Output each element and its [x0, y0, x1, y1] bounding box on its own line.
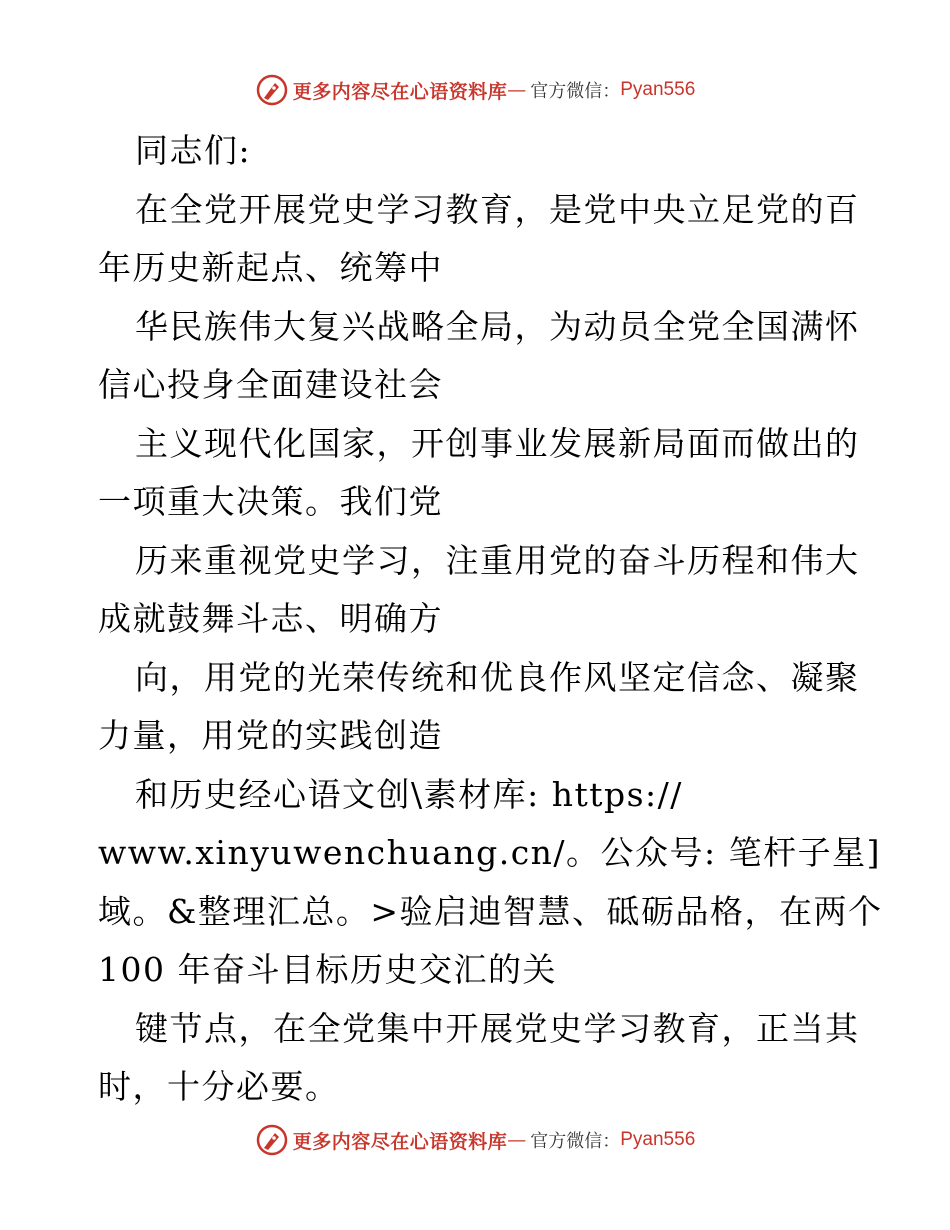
body-line: 主义现代化国家，开创事业发展新局面而做出的 — [135, 423, 860, 463]
header-banner — [0, 70, 950, 110]
body-line: 力量，用党的实践创造 — [98, 716, 443, 755]
body-line: 在全党开展党史学习教育，是党中央立足党的百 — [135, 189, 860, 229]
footer-banner — [0, 1120, 950, 1160]
pen-nib-icon — [255, 73, 289, 107]
document-body — [98, 122, 883, 1117]
pen-nib-icon — [255, 1123, 289, 1157]
body-line: 和历史经心语文创\素材库: https:// — [135, 774, 683, 814]
body-line: 成就鼓舞斗志、明确方 — [98, 599, 443, 638]
header-separator: — — [507, 79, 527, 101]
body-line: 时，十分必要。 — [98, 1067, 340, 1106]
body-line: 向，用党的光荣传统和优良作风坚定信念、凝聚 — [135, 657, 860, 697]
body-line: 一项重大决策。我们党 — [98, 482, 443, 521]
body-line: www.xinyuwenchuang.cn/。公众号: 笔杆子星] — [98, 833, 882, 872]
body-line: 100 年奋斗目标历史交汇的关 — [98, 950, 557, 989]
body-line: 信心投身全面建设社会 — [98, 365, 443, 404]
body-line: 年历史新起点、统筹中 — [98, 248, 443, 287]
body-line: 同志们: — [135, 131, 252, 170]
body-line: 键节点，在全党集中开展党史学习教育，正当其 — [135, 1008, 860, 1048]
footer-wechat-label: 官方微信： — [530, 1131, 621, 1152]
body-line: 域。&整理汇总。>验启迪智慧、砥砺品格，在两个 — [98, 891, 883, 931]
header-brand: 更多内容尽在心语资料库 — [292, 80, 508, 103]
body-line: 历来重视党史学习，注重用党的奋斗历程和伟大 — [135, 540, 860, 580]
footer-brand: 更多内容尽在心语资料库 — [292, 1130, 508, 1153]
header-wechat-id: Pyan556 — [620, 79, 696, 100]
footer-separator: — — [507, 1129, 527, 1151]
footer-wechat-id: Pyan556 — [620, 1129, 696, 1150]
body-line: 华民族伟大复兴战略全局，为动员全党全国满怀 — [135, 306, 860, 346]
header-wechat-label: 官方微信： — [530, 81, 621, 102]
